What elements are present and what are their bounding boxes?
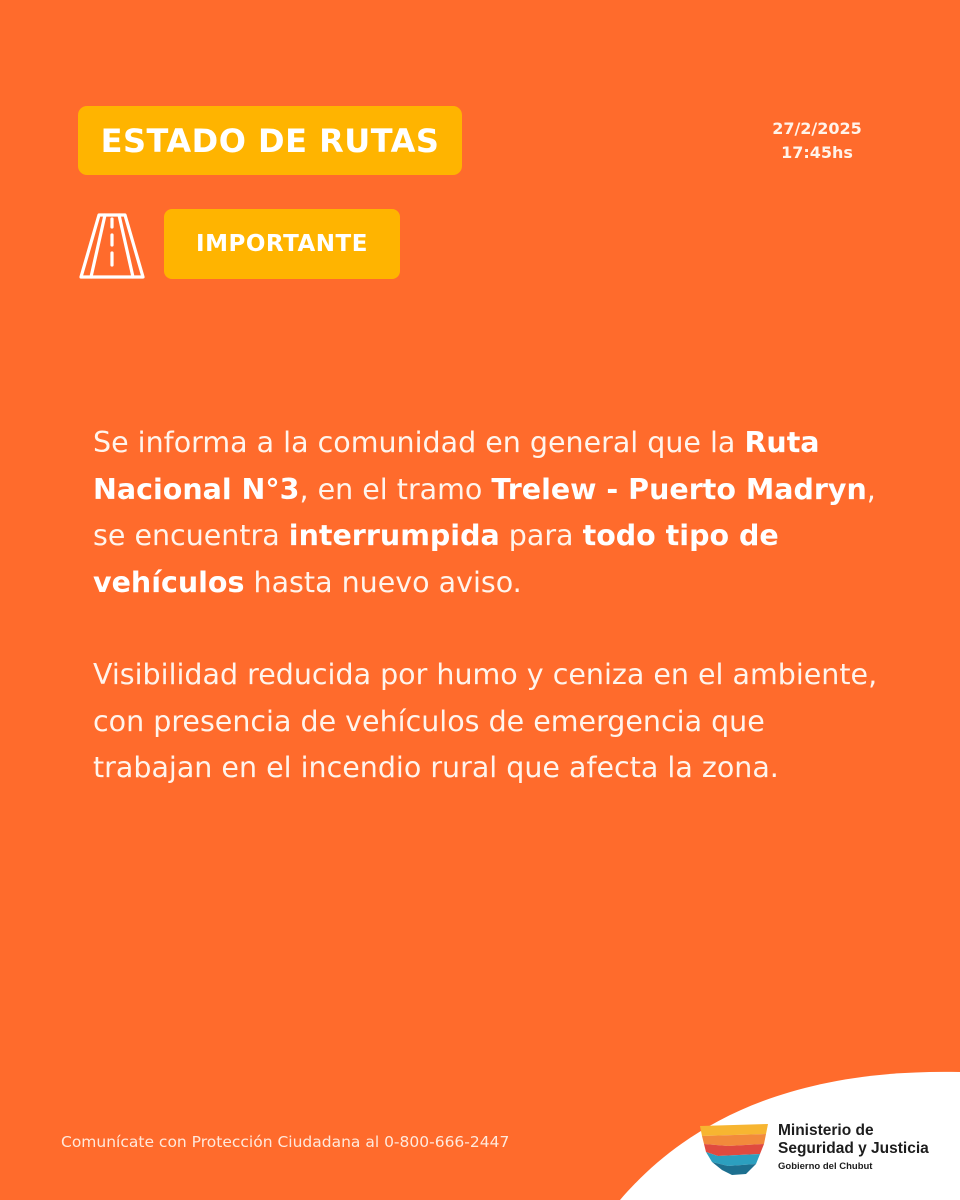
logo-line-2: Seguridad y Justicia [778,1140,929,1157]
chubut-map-logo [698,1120,772,1176]
time-label: 17:45hs [781,143,853,162]
logo-line-1: Ministerio de [778,1122,874,1139]
message-text: hasta nuevo aviso. [244,565,522,599]
date-label: 27/2/2025 [772,119,862,138]
message-body [93,420,893,792]
ministry-logo-text [778,1122,929,1174]
message-text: Se informa a la comunidad en general que la [93,426,745,459]
logo-line-3: Gobierno del Chubut [778,1161,873,1172]
message-paragraph-1 [93,420,893,606]
message-text: para [499,519,583,552]
message-highlight: todo tipo de vehículos [93,519,779,599]
message-highlight: interrumpida [288,519,500,552]
message-paragraph-2: Visibilidad reducida por humo y ceniza en el ambiente, con presencia de vehículos de emergencia que trabajan en el incendio rural que afecta la zona. [93,658,878,784]
datetime [742,117,892,165]
message-text: , en el tramo [299,472,492,506]
contact-text: Comunícate con Protección Ciudadana al 0-800-666-2447 [61,1133,510,1151]
page-title: ESTADO DE RUTAS [100,121,440,160]
important-badge [164,209,400,279]
message-text: , se encuentra [93,472,876,552]
road-icon [77,211,147,281]
important-label: IMPORTANTE [196,231,368,257]
message-highlight: Ruta Nacional N°3 [93,426,820,506]
title-badge [78,106,462,175]
message-highlight: Trelew - Puerto Madryn [491,472,867,506]
